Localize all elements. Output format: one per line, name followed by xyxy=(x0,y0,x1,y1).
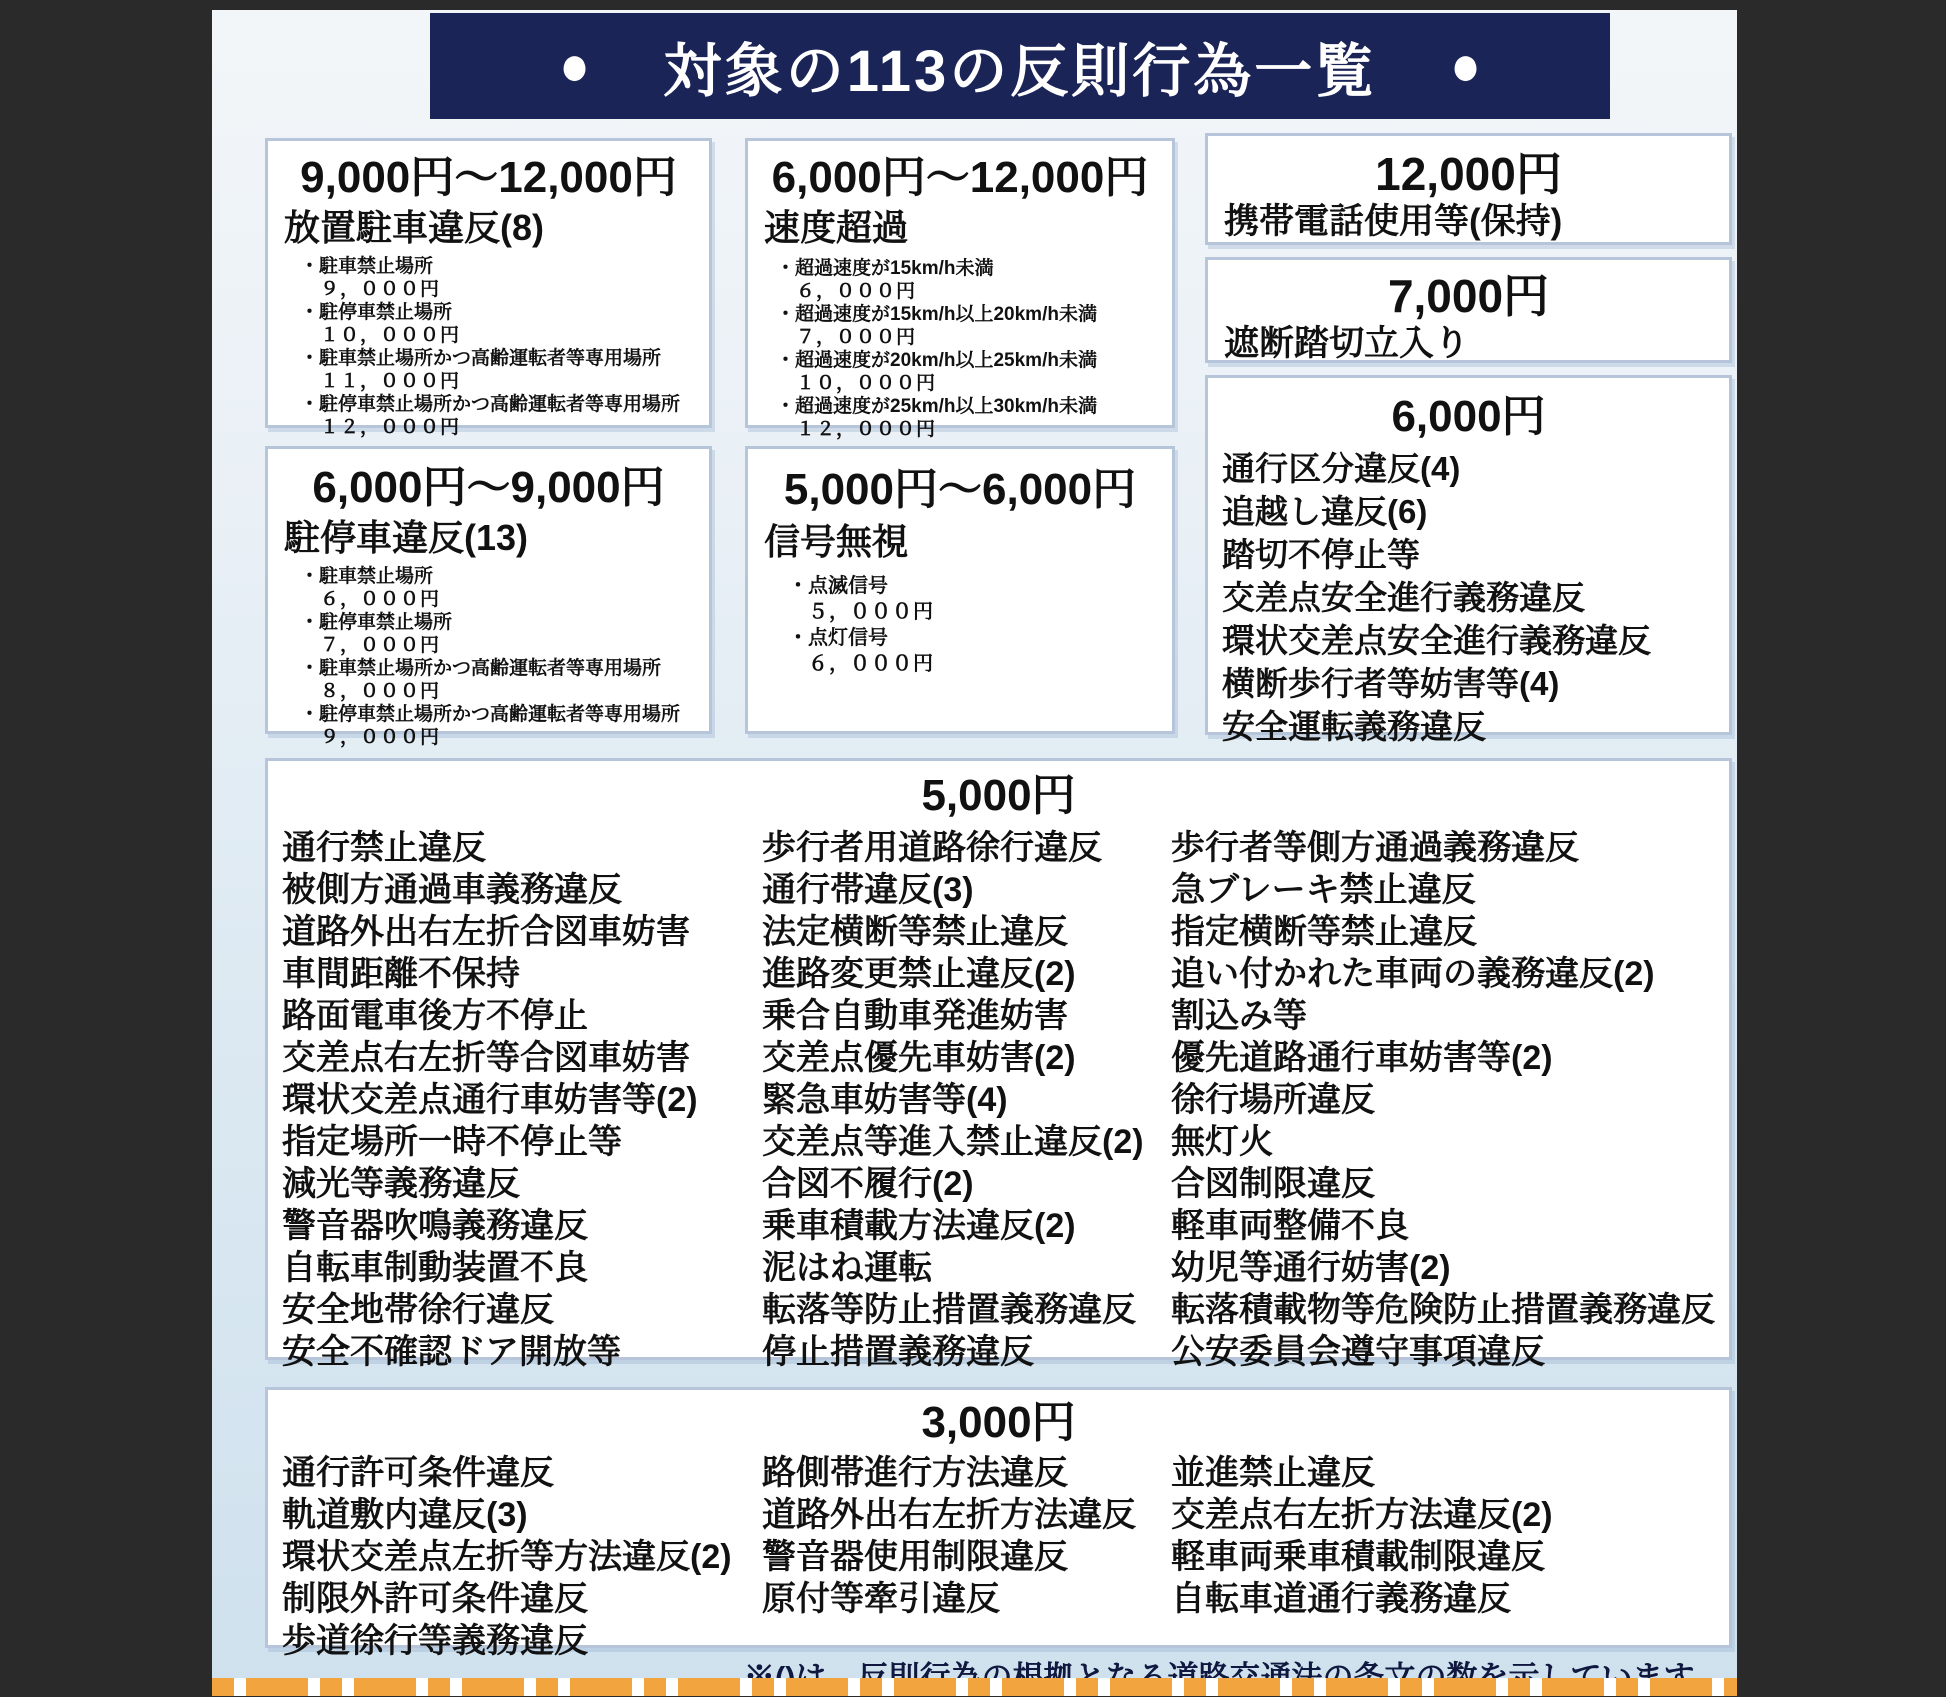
violation-item: 踏切不停止等 xyxy=(1222,535,1420,573)
fine-sub-item xyxy=(788,625,1172,677)
sub-violation-label: ・超過速度が25km/h以上30km/h未満 xyxy=(776,395,1097,417)
violation-item: 環状交差点安全進行義務違反 xyxy=(1222,621,1651,659)
fine-3000-column-1 xyxy=(282,1452,732,1662)
violation-item: 合図不履行(2) xyxy=(762,1165,974,1203)
violation-item: 原付等牽引違反 xyxy=(762,1580,1000,1618)
violation-item: 路側帯進行方法違反 xyxy=(762,1454,1068,1492)
fine-sub-item xyxy=(300,255,709,301)
fine-amount-range: 9,000円〜12,000円 xyxy=(300,153,677,202)
violation-item: 徐行場所違反 xyxy=(1171,1081,1375,1119)
sub-violation-label: ・駐車禁止場所 xyxy=(300,565,434,587)
fine-box-parking-stopping xyxy=(265,446,712,748)
violation-item: 安全地帯徐行違反 xyxy=(282,1291,554,1329)
violation-item: 無灯火 xyxy=(1171,1123,1273,1161)
fine-sub-item xyxy=(788,573,1172,625)
sub-violation-label: ・駐停車禁止場所かつ高齢運転者等専用場所 xyxy=(300,703,681,725)
fine-box-speeding xyxy=(745,138,1175,440)
fine-sub-item xyxy=(776,303,1172,349)
fine-amount: 5,000円 xyxy=(921,771,1076,820)
fine-5000-column-3 xyxy=(1171,827,1715,1373)
violation-item: 乗車積載方法違反(2) xyxy=(762,1207,1076,1245)
violation-item: 安全不確認ドア開放等 xyxy=(282,1333,621,1371)
sub-violation-fine: ８，０００円 xyxy=(320,680,441,702)
fine-sub-item xyxy=(300,657,709,703)
violation-item: 割込み等 xyxy=(1171,997,1307,1035)
fine-sub-list xyxy=(300,255,709,439)
violation-item: 交差点等進入禁止違反(2) xyxy=(762,1123,1144,1161)
violation-item: 転落等防止措置義務違反 xyxy=(762,1291,1136,1329)
violation-item: 指定場所一時不停止等 xyxy=(282,1123,622,1161)
fine-amount-range: 5,000円〜6,000円 xyxy=(783,465,1137,514)
violation-item: 転落積載物等危険防止措置義務違反 xyxy=(1171,1291,1715,1329)
violation-item: 車間距離不保持 xyxy=(282,955,520,993)
fine-sub-list xyxy=(300,565,709,749)
sub-violation-fine: ７，０００円 xyxy=(320,634,441,656)
fine-sub-item xyxy=(300,301,709,347)
sub-violation-fine: ６，０００円 xyxy=(320,588,441,610)
fine-3000-column-3 xyxy=(1171,1452,1553,1620)
sub-violation-label: ・点灯信号 xyxy=(788,626,888,649)
violation-item: 軽車両整備不良 xyxy=(1171,1207,1409,1245)
poster-background xyxy=(212,10,1737,1696)
fine-sub-item xyxy=(300,565,709,611)
sub-violation-fine: １１，０００円 xyxy=(320,370,461,392)
sub-violation-label: ・駐車禁止場所かつ高齢運転者等専用場所 xyxy=(300,347,662,369)
sub-violation-label: ・駐停車禁止場所 xyxy=(300,611,453,633)
violation-item: 通行区分違反(4) xyxy=(1222,449,1461,487)
fine-sub-item xyxy=(300,611,709,657)
fine-5000-column-1 xyxy=(282,827,698,1373)
fine-box-mobile-phone xyxy=(1205,133,1732,245)
fine-sub-item xyxy=(776,349,1172,395)
fine-box-illegal-parking xyxy=(265,138,712,438)
violation-item: 被側方通過車義務違反 xyxy=(282,871,622,909)
violation-category: 遮断踏切立入り xyxy=(1224,323,1470,363)
violation-item: 緊急車妨害等(4) xyxy=(762,1081,1008,1119)
violation-item: 急ブレーキ禁止違反 xyxy=(1171,871,1476,909)
road-marking-decoration xyxy=(212,1678,1737,1696)
violation-category: 放置駐車違反(8) xyxy=(284,206,544,248)
fine-sub-list xyxy=(788,573,1172,677)
violation-item: 通行禁止違反 xyxy=(282,829,486,867)
violation-item: 通行許可条件違反 xyxy=(282,1454,554,1492)
violation-item: 警音器使用制限違反 xyxy=(762,1538,1068,1576)
fine-sub-item xyxy=(300,347,709,393)
violation-item: 泥はね運転 xyxy=(762,1249,932,1287)
fine-box-signal-ignore xyxy=(745,446,1175,734)
sub-violation-label: ・超過速度が15km/h以上20km/h未満 xyxy=(776,303,1097,325)
violation-item: 合図制限違反 xyxy=(1171,1165,1375,1203)
violation-item: 交差点安全進行義務違反 xyxy=(1222,578,1585,616)
fine-box-railroad-crossing xyxy=(1205,257,1732,363)
sub-violation-fine: ７，０００円 xyxy=(796,326,917,348)
fine-amount: 3,000円 xyxy=(921,1398,1076,1447)
violation-item: 追い付かれた車両の義務違反(2) xyxy=(1171,955,1655,993)
sub-violation-label: ・点滅信号 xyxy=(788,574,888,597)
violation-item: 通行帯違反(3) xyxy=(762,871,974,909)
fine-box-6000yen xyxy=(1205,375,1732,745)
violation-item: 減光等義務違反 xyxy=(282,1165,520,1203)
violation-item: 歩行者用道路徐行違反 xyxy=(762,829,1102,867)
title-bullet-left-icon: ● xyxy=(558,33,590,98)
violation-item: 指定横断等禁止違反 xyxy=(1171,913,1477,951)
fine-box-3000yen xyxy=(265,1387,1732,1660)
sub-violation-fine: ６，０００円 xyxy=(808,652,934,675)
sub-violation-label: ・駐停車禁止場所かつ高齢運転者等専用場所 xyxy=(300,393,681,415)
violation-item: 進路変更禁止違反(2) xyxy=(762,955,1076,993)
fine-5000-column-2 xyxy=(762,827,1144,1373)
violation-item: 歩道徐行等義務違反 xyxy=(282,1622,588,1660)
sub-violation-fine: ５，０００円 xyxy=(808,600,934,623)
fine-sub-item xyxy=(300,393,709,439)
violation-item: 交差点優先車妨害(2) xyxy=(762,1039,1076,1077)
violation-item: 自転車道通行義務違反 xyxy=(1171,1580,1511,1618)
fine-amount: 7,000円 xyxy=(1387,270,1550,322)
violation-item: 追越し違反(6) xyxy=(1222,492,1428,530)
violation-item: 交差点右左折等合図車妨害 xyxy=(282,1039,690,1077)
sub-violation-fine: １２，０００円 xyxy=(796,418,937,440)
violation-item: 幼児等通行妨害(2) xyxy=(1171,1249,1451,1287)
fine-sub-item xyxy=(776,395,1172,441)
violation-item: 軽車両乗車積載制限違反 xyxy=(1171,1538,1545,1576)
title-bullet-right-icon: ● xyxy=(1450,33,1482,98)
sub-violation-label: ・超過速度が15km/h未満 xyxy=(776,257,994,279)
violation-item: 安全運転義務違反 xyxy=(1222,707,1486,745)
sub-violation-label: ・駐車禁止場所 xyxy=(300,255,434,277)
violation-item: 横断歩行者等妨害等(4) xyxy=(1222,664,1560,702)
sub-violation-fine: ９，０００円 xyxy=(320,726,441,748)
fine-amount: 6,000円 xyxy=(1391,392,1546,441)
fine-sub-item xyxy=(300,703,709,749)
sub-violation-fine: ９，０００円 xyxy=(320,278,441,300)
violation-item: 路面電車後方不停止 xyxy=(282,997,588,1035)
violation-item: 乗合自動車発進妨害 xyxy=(762,997,1068,1035)
violation-category: 駐停車違反(13) xyxy=(284,516,529,558)
violation-item: 歩行者等側方通過義務違反 xyxy=(1171,829,1579,867)
fine-amount-range: 6,000円〜9,000円 xyxy=(312,463,665,512)
sub-violation-fine: ６，０００円 xyxy=(796,280,917,302)
sub-violation-fine: １２，０００円 xyxy=(320,416,461,438)
fine-sub-list xyxy=(776,257,1172,441)
page-title-text: 対象の113の反則行為一覧 xyxy=(663,39,1377,104)
violation-item: 軌道敷内違反(3) xyxy=(282,1496,528,1534)
violation-item: 制限外許可条件違反 xyxy=(282,1580,588,1618)
violation-item: 法定横断等禁止違反 xyxy=(762,913,1068,951)
sub-violation-label: ・駐停車禁止場所 xyxy=(300,301,453,323)
sub-violation-fine: １０，０００円 xyxy=(796,372,937,394)
fine-3000-column-2 xyxy=(762,1452,1136,1620)
sub-violation-label: ・超過速度が20km/h以上25km/h未満 xyxy=(776,349,1097,371)
violation-item: 道路外出右左折方法違反 xyxy=(762,1496,1136,1534)
violation-item: 警音器吹鳴義務違反 xyxy=(282,1207,588,1245)
violation-category: 携帯電話使用等(保持) xyxy=(1224,201,1563,241)
fine-amount: 12,000円 xyxy=(1375,148,1562,200)
page-title xyxy=(430,13,1610,119)
violation-item: 交差点右左折方法違反(2) xyxy=(1171,1496,1553,1534)
violation-item: 環状交差点左折等方法違反(2) xyxy=(282,1538,732,1576)
violation-item: 公安委員会遵守事項違反 xyxy=(1171,1333,1545,1371)
fine-amount-range: 6,000円〜12,000円 xyxy=(771,153,1149,202)
fine-sub-item xyxy=(776,257,1172,303)
violation-item: 環状交差点通行車妨害等(2) xyxy=(282,1081,698,1119)
violation-category: 速度超過 xyxy=(764,206,909,248)
violation-item: 道路外出右左折合図車妨害 xyxy=(282,913,690,951)
violation-item: 自転車制動装置不良 xyxy=(282,1249,588,1287)
violation-item: 並進禁止違反 xyxy=(1171,1454,1375,1492)
fine-box-5000yen xyxy=(265,758,1732,1371)
violation-item: 停止措置義務違反 xyxy=(762,1333,1034,1371)
sub-violation-fine: １０，０００円 xyxy=(320,324,461,346)
violation-list xyxy=(1208,447,1729,748)
sub-violation-label: ・駐車禁止場所かつ高齢運転者等専用場所 xyxy=(300,657,662,679)
violation-category: 信号無視 xyxy=(764,520,909,562)
violation-item: 優先道路通行車妨害等(2) xyxy=(1171,1039,1553,1077)
